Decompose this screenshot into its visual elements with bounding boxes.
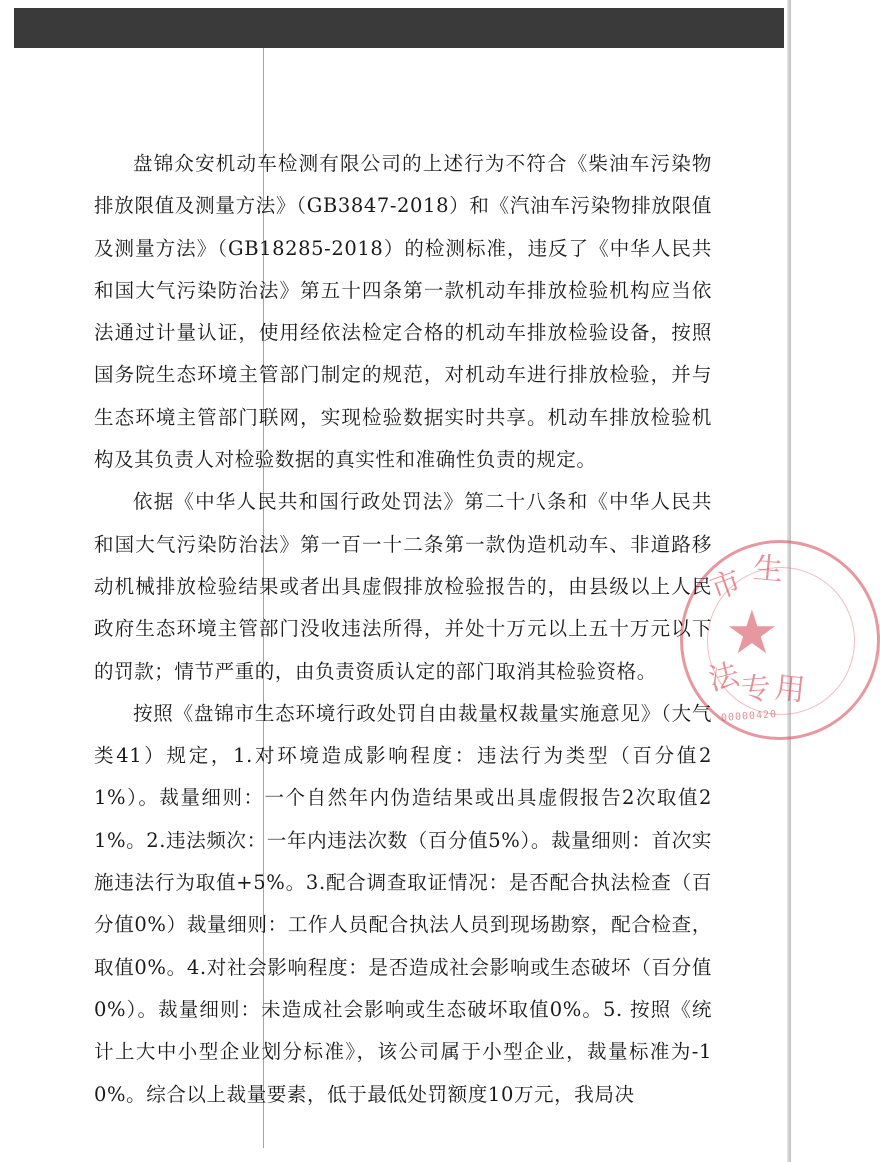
paragraph-legal-basis: 依据《中华人民共和国行政处罚法》第二十八条和《中华人民共和国大气污染防治法》第一百一十二条第一款伪造机动车、非道路移动机械排放检验结果或者出具虚假排放检验报告的，由县级以上人民政府生态环境主管部门没收违法所得，并处十万元以上五十万元以下的罚款；情节严重的，由负责资质认定的部门取消其检验资格。: [94, 490, 712, 683]
seal-char: 法: [705, 656, 743, 699]
paragraph-violation: 盘锦众安机动车检测有限公司的上述行为不符合《柴油车污染物排放限值及测量方法》（GB3847-2018）和《汽油车污染物排放限值及测量方法》（GB18285-2018）的检测标准，违反了《中华人民共和国大气污染防治法》第五十四条第一款机动车排放检验机构应当依法通过计量认证，使用经依法检定合格的机动车排放检验设备，按照国务院生态环境主管部门制定的规范，对机动车进行排放检验，并与生态环境主管部门联网，实现检验数据实时共享。机动车排放检验机构及其负责人对检验数据的真实性和准确性负责的规定。: [94, 152, 712, 472]
seal-code: 00000420: [720, 709, 778, 724]
paragraph-discretion: 按照《盘锦市生态环境行政处罚自由裁量权裁量实施意见》（大气类41）规定，1.对环境造成影响程度：违法行为类型（百分值21%）。裁量细则：一个自然年内伪造结果或出具虚假报告2次取值21%。2.违法频次：一年内违法次数（百分值5%）。裁量细则：首次实施违法行为取值+5%。3.配合调查取证情况：是否配合执法检查（百分值0%）裁量细则：工作人员配合执法人员到现场勘察，配合检查，取值0%。4.对社会影响程度：是否造成社会影响或生态破坏（百分值0%）。裁量细则：未造成社会影响或生态破坏取值0%。5. 按照《统计上大中小型企业划分标准》，该公司属于小型企业，裁量标准为-10%。综合以上裁量要素，低于最低处罚额度10万元，我局决: [94, 701, 712, 1106]
seal-char: 用: [773, 670, 807, 709]
seal-char: 专: [739, 670, 773, 709]
document-body: [94, 143, 712, 1116]
seal-char: 生: [751, 550, 785, 589]
scan-top-band: [14, 8, 784, 48]
seal-star-icon: ★: [725, 598, 779, 668]
seal-char: 市: [705, 563, 746, 608]
